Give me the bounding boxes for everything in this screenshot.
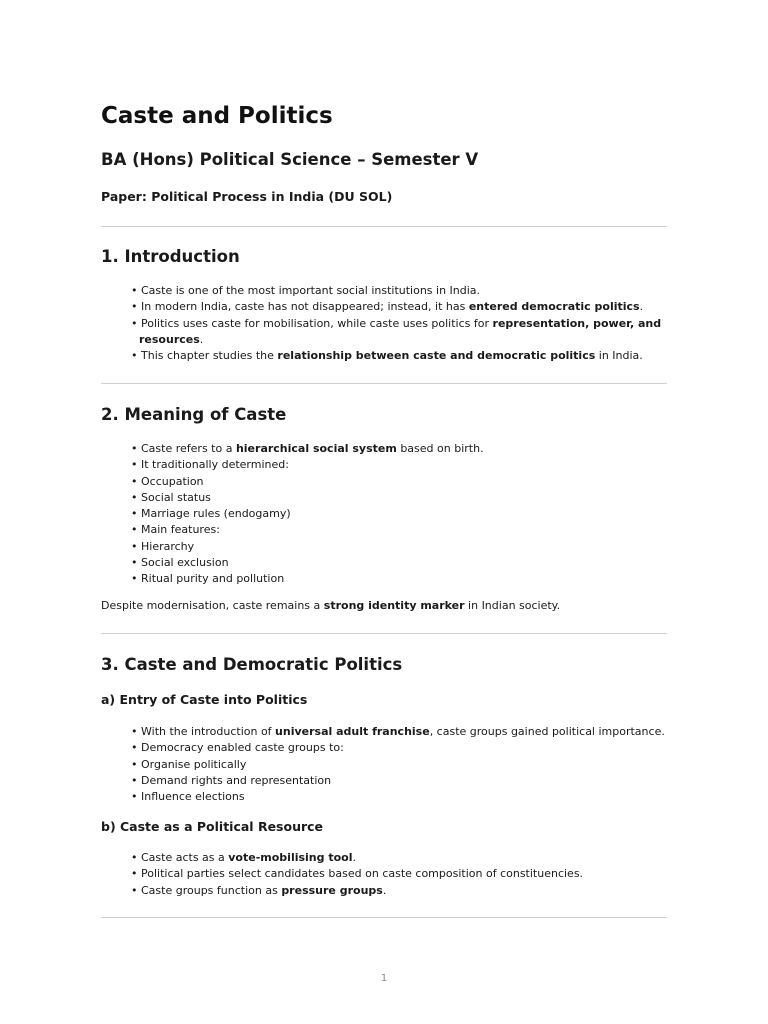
meaning-paragraph: Despite modernisation, caste remains a strong identity marker in Indian society. bbox=[101, 599, 561, 612]
section-heading-introduction: 1. Introduction bbox=[101, 247, 240, 266]
divider bbox=[101, 917, 667, 918]
subsection-heading-resource: b) Caste as a Political Resource bbox=[101, 819, 324, 834]
divider bbox=[101, 633, 667, 634]
list-item: • Influence elections bbox=[131, 789, 667, 805]
list-item: • Marriage rules (endogamy) bbox=[131, 506, 667, 522]
list-item: • Main features: bbox=[131, 522, 667, 538]
list-item: • This chapter studies the relationship between caste and democratic politics in India. bbox=[131, 348, 667, 364]
list-item: • Caste groups function as pressure groups. bbox=[131, 883, 667, 899]
list-item: • Hierarchy bbox=[131, 539, 667, 555]
section-heading-democratic-politics: 3. Caste and Democratic Politics bbox=[101, 655, 403, 674]
resource-list bbox=[131, 850, 667, 899]
list-item: • Caste acts as a vote-mobilising tool. bbox=[131, 850, 667, 866]
divider bbox=[101, 383, 667, 384]
list-item: • Caste refers to a hierarchical social system based on birth. bbox=[131, 441, 667, 457]
subsection-heading-entry: a) Entry of Caste into Politics bbox=[101, 692, 308, 707]
list-item: • Occupation bbox=[131, 474, 667, 490]
document-subtitle: BA (Hons) Political Science – Semester V bbox=[101, 150, 479, 169]
list-item: • Demand rights and representation bbox=[131, 773, 667, 789]
list-item: • Caste is one of the most important social institutions in India. bbox=[131, 283, 667, 299]
list-item: • With the introduction of universal adult franchise, caste groups gained political importance. bbox=[131, 724, 667, 740]
paper-name: Paper: Political Process in India (DU SOL) bbox=[101, 189, 393, 204]
divider bbox=[101, 226, 667, 227]
list-item: • Organise politically bbox=[131, 757, 667, 773]
introduction-list bbox=[131, 283, 667, 364]
list-item: • Social exclusion bbox=[131, 555, 667, 571]
entry-list bbox=[131, 724, 667, 805]
list-item: • It traditionally determined: bbox=[131, 457, 667, 473]
meaning-list bbox=[131, 441, 667, 588]
list-item: • Ritual purity and pollution bbox=[131, 571, 667, 587]
list-item: • Democracy enabled caste groups to: bbox=[131, 740, 667, 756]
list-item: • In modern India, caste has not disappeared; instead, it has entered democratic politics. bbox=[131, 299, 667, 315]
page-number: 1 bbox=[380, 973, 388, 984]
list-item: • Political parties select candidates based on caste composition of constituencies. bbox=[131, 866, 667, 882]
list-item: • Social status bbox=[131, 490, 667, 506]
document-title: Caste and Politics bbox=[101, 103, 333, 129]
section-heading-meaning-of-caste: 2. Meaning of Caste bbox=[101, 405, 287, 424]
list-item: • Politics uses caste for mobilisation, while caste uses politics for representation, power, and resources. bbox=[131, 316, 667, 349]
